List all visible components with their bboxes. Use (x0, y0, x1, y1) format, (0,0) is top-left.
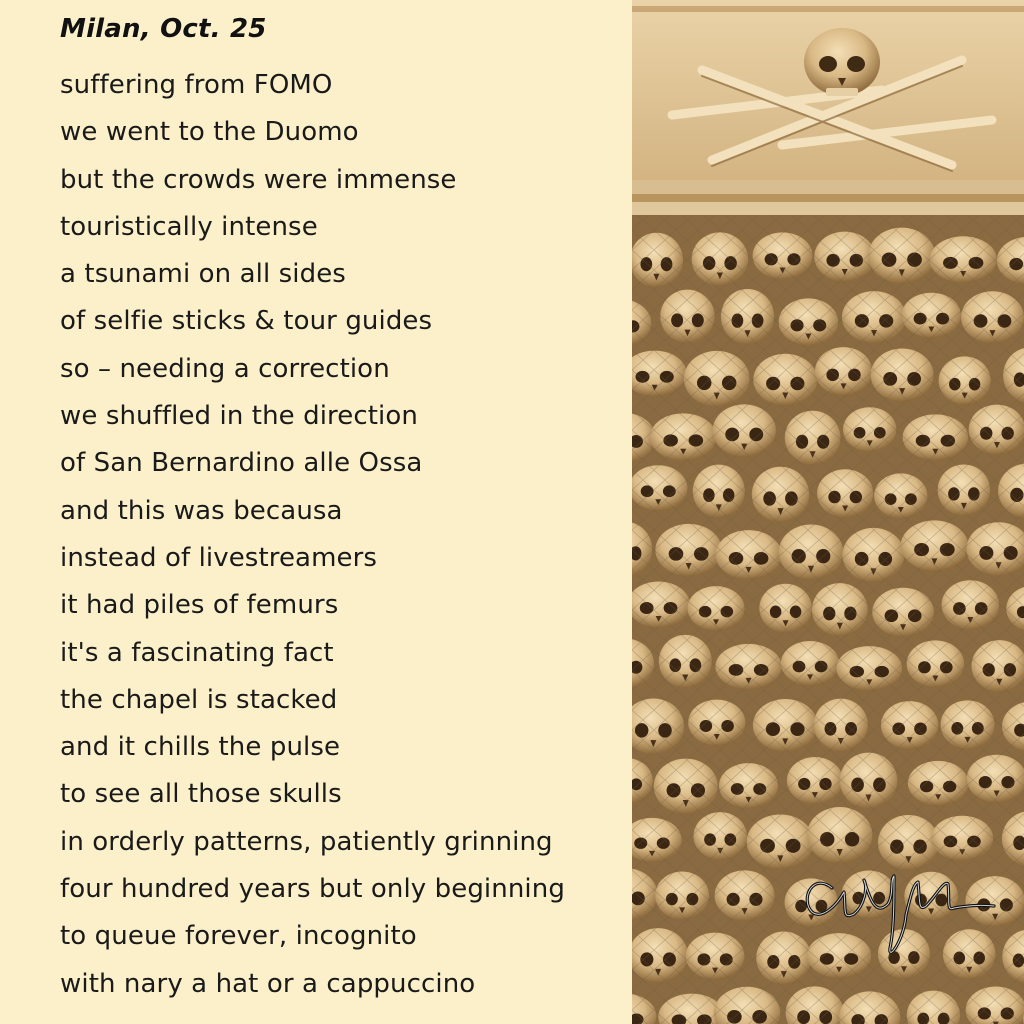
poem-line: we shuffled in the direction (60, 401, 418, 432)
poem-line: and it chills the pulse (60, 732, 341, 763)
poem-line: to queue forever, incognito (60, 921, 417, 952)
poem-line: in orderly patterns, patiently grinning (60, 826, 553, 857)
poem-title: Milan, Oct. 25 (60, 14, 267, 44)
ossuary-photo (632, 0, 1024, 1024)
poem-line: a tsunami on all sides (60, 259, 346, 290)
poem-line: touristically intense (60, 211, 318, 242)
skull-wall-image (632, 0, 1024, 1024)
poem-line: we went to the Duomo (60, 117, 359, 148)
poem-line: with nary a hat or a cappuccino (60, 968, 476, 999)
poem-line: the chapel is stacked (60, 684, 338, 715)
poem-lines (60, 62, 565, 1008)
poem-line: four hundred years but only beginning (60, 874, 565, 905)
poem-line: instead of livestreamers (60, 542, 378, 573)
poem-line: and this was becausa (60, 495, 343, 526)
poem-line: of selfie sticks & tour guides (60, 306, 433, 337)
poem-line: so – needing a correction (60, 353, 390, 384)
poem-line: it's a fascinating fact (60, 637, 334, 668)
poem-line: of San Bernardino alle Ossa (60, 448, 423, 479)
poem-line: but the crowds were immense (60, 164, 457, 195)
poem-line: to see all those skulls (60, 779, 342, 810)
poem-line: suffering from FOMO (60, 70, 333, 100)
poem-line: it had piles of femurs (60, 590, 339, 621)
cornice-frieze (632, 0, 1024, 215)
wire-mesh (632, 215, 1024, 1024)
